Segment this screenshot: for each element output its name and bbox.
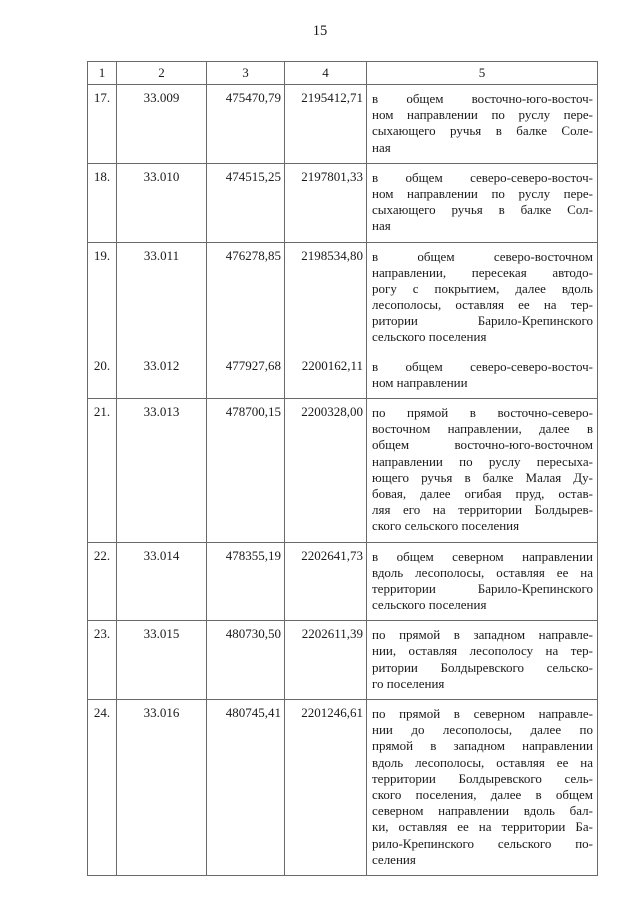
row-number: 20.	[88, 353, 117, 399]
description-line: направлении по руслу пересыха-	[372, 453, 593, 469]
table-row	[88, 399, 598, 543]
description-line: рило-Крепинского сельского по-	[372, 835, 593, 851]
description-line: рогу с покрытием, далее вдоль	[372, 280, 593, 296]
boundary-description	[367, 399, 598, 543]
point-code: 33.014	[117, 542, 207, 621]
row-number: 24.	[88, 700, 117, 876]
boundary-description	[367, 542, 598, 621]
description-line: сыхающего ручья в балке Сол-	[372, 202, 593, 218]
description-line: ки, оставляя ее на территории Ба-	[372, 819, 593, 835]
coordinate-x: 478700,15	[207, 399, 285, 543]
point-code: 33.012	[117, 353, 207, 399]
description-line: ном направлении	[372, 374, 468, 390]
description-line: общем восточно-юго-восточном	[372, 437, 593, 453]
coordinate-y: 2195412,71	[285, 85, 367, 164]
column-header: 1	[88, 62, 117, 85]
description-line: ющего ручья в балке Малая Ду-	[372, 469, 593, 485]
table-row	[88, 542, 598, 621]
description-line: ского сельского поселения	[372, 518, 520, 534]
coordinate-x: 474515,25	[207, 163, 285, 242]
description-line: в общем северном направлении	[372, 548, 593, 564]
coordinate-y: 2202641,73	[285, 542, 367, 621]
description-line: ритории Барило-Крепинского	[372, 313, 593, 329]
row-number: 17.	[88, 85, 117, 164]
boundary-table	[87, 61, 598, 876]
description-line: в общем северо-северо-восточ-	[372, 169, 593, 185]
description-line: лесополосы, оставляя ее на тер-	[372, 297, 593, 313]
column-header: 5	[367, 62, 598, 85]
description-line: в общем северо-северо-восточ-	[372, 358, 593, 374]
boundary-description	[367, 353, 598, 399]
table-row	[88, 700, 598, 876]
description-line: восточном направлении, далее в	[372, 421, 593, 437]
description-line: вдоль лесополосы, оставляя ее на	[372, 754, 593, 770]
point-code: 33.015	[117, 621, 207, 700]
boundary-description	[367, 163, 598, 242]
description-line: сельского поселения	[372, 597, 487, 613]
description-line: бовая, далее огибая пруд, остав-	[372, 485, 593, 501]
description-line: нии, оставляя лесополосу на тер-	[372, 643, 593, 659]
description-line: вдоль лесополосы, оставляя ее на	[372, 564, 593, 580]
description-line: селения	[372, 851, 416, 867]
coordinate-y: 2197801,33	[285, 163, 367, 242]
coordinate-x: 478355,19	[207, 542, 285, 621]
point-code: 33.013	[117, 399, 207, 543]
description-line: северном направлении вдоль бал-	[372, 803, 593, 819]
description-line: ная	[372, 218, 391, 234]
column-header: 3	[207, 62, 285, 85]
boundary-description	[367, 242, 598, 353]
description-line: территории Барило-Крепинского	[372, 580, 593, 596]
table-row	[88, 353, 598, 399]
row-number: 22.	[88, 542, 117, 621]
coordinate-x: 480730,50	[207, 621, 285, 700]
page-number: 15	[312, 23, 328, 39]
boundary-description	[367, 621, 598, 700]
point-code: 33.016	[117, 700, 207, 876]
description-line: по прямой в западном направле-	[372, 627, 593, 643]
row-number: 19.	[88, 242, 117, 353]
description-line: ном направлении по руслу пере-	[372, 107, 593, 123]
column-header: 2	[117, 62, 207, 85]
description-line: сыхающего ручья в балке Соле-	[372, 123, 593, 139]
coordinate-y: 2198534,80	[285, 242, 367, 353]
description-line: го поселения	[372, 675, 445, 691]
description-line: направлении, пересекая автодо-	[372, 264, 593, 280]
point-code: 33.009	[117, 85, 207, 164]
row-number: 23.	[88, 621, 117, 700]
table-row	[88, 163, 598, 242]
table-row	[88, 85, 598, 164]
description-line: ном направлении по руслу пере-	[372, 185, 593, 201]
description-line: по прямой в северном направле-	[372, 706, 593, 721]
table-row	[88, 621, 598, 700]
description-line: территории Болдыревского сель-	[372, 770, 593, 786]
table-row	[88, 242, 598, 353]
boundary-description	[367, 85, 598, 164]
coordinate-x: 480745,41	[207, 700, 285, 876]
coordinate-y: 2202611,39	[285, 621, 367, 700]
point-code: 33.010	[117, 163, 207, 242]
row-number: 21.	[88, 399, 117, 543]
description-line: ная	[372, 139, 391, 155]
description-line: ляя его на территории Болдырев-	[372, 502, 593, 518]
description-line: ского поселения, далее в общем	[372, 786, 593, 802]
column-header: 4	[285, 62, 367, 85]
coordinate-x: 475470,79	[207, 85, 285, 164]
table-header-row	[88, 62, 598, 85]
coordinate-y: 2201246,61	[285, 700, 367, 876]
boundary-description	[367, 700, 598, 876]
description-line: сельского поселения	[372, 329, 487, 345]
point-code: 33.011	[117, 242, 207, 353]
coordinate-y: 2200162,11	[285, 353, 367, 399]
description-line: в общем восточно-юго-восточ-	[372, 91, 593, 106]
description-line: прямой в западном направлении	[372, 738, 593, 754]
row-number: 18.	[88, 163, 117, 242]
description-line: ритории Болдыревского сельско-	[372, 659, 593, 675]
description-line: нии до лесополосы, далее по	[372, 722, 593, 738]
description-line: по прямой в восточно-северо-	[372, 405, 593, 420]
coordinate-x: 477927,68	[207, 353, 285, 399]
description-line: в общем северо-восточном	[372, 248, 593, 264]
coordinate-x: 476278,85	[207, 242, 285, 353]
coordinate-y: 2200328,00	[285, 399, 367, 543]
